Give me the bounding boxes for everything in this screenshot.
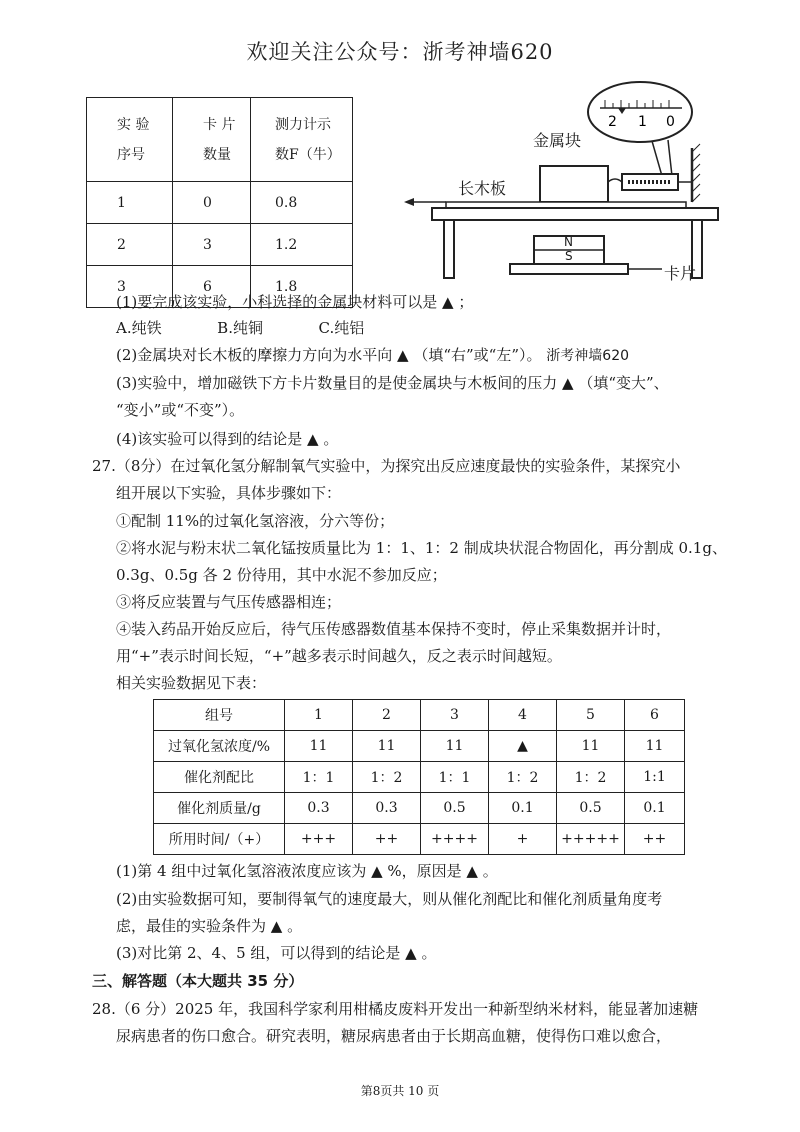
catalyst-data-table [153,699,685,855]
table-cell: 6 [173,266,251,308]
svg-text:1: 1 [638,114,647,130]
table-cell: 1：2 [489,762,557,793]
table-header-cell: 测力计示 数F（牛） [251,98,353,182]
table-cell: 1.8 [251,266,353,308]
table-cell: 过氧化氢浓度/% [154,731,285,762]
table-cell: 3 [87,266,173,308]
q27-answer3: (3)对比第 2、4、5 组，可以得到的结论是 ▲ 。 [116,944,437,962]
friction-apparatus-diagram [400,78,730,290]
table-cell: + [489,824,557,855]
metal-block-label: 金属块 [533,131,582,150]
table-cell: 0.3 [353,793,421,824]
q27-line2: 组开展以下实验，具体步骤如下： [116,484,342,502]
table-cell: ++++ [421,824,489,855]
option-c: C.纯铝 [318,319,365,337]
table-row [87,182,353,224]
q27-answer2b: 虑，最佳的实验条件为 ▲ 。 [116,917,303,935]
svg-text:0: 0 [666,114,675,130]
q26-part3a: (3)实验中，增加磁铁下方卡片数量目的是使金属块与木板间的压力 ▲ （填“变大”、 [116,374,669,392]
q28-line2: 尿病患者的伤口愈合。研究表明，糖尿病患者由于长期高血糖，使得伤口难以愈合， [116,1027,672,1045]
q27-line8: 用“+”表示时间长短，“+”越多表示时间越久，反之表示时间越短。 [116,647,562,665]
page-footer: 第8页共 10 页 [360,1084,440,1098]
table-cell: 1 [285,700,353,731]
option-b: B.纯铜 [217,319,263,337]
table-cell: 11 [285,731,353,762]
magnet-n-label: N [564,235,573,249]
table-cell: 1 [87,182,173,224]
table-cell: 1：1 [285,762,353,793]
q27-line5: 0.3g、0.5g 各 2 份待用，其中水泥不参加反应； [116,566,447,584]
q27-line6: ③将反应装置与气压传感器相连； [116,593,342,611]
table-cell: 2 [353,700,421,731]
q26-part4: (4)该实验可以得到的结论是 ▲ 。 [116,430,339,448]
q27-line3: ①配制 11%的过氧化氢溶液，分六等份； [116,512,395,530]
table-cell: 组号 [154,700,285,731]
table-cell: 所用时间/（+） [154,824,285,855]
q27-answer1: (1)第 4 组中过氧化氢溶液浓度应该为 ▲ %，原因是 ▲ 。 [116,862,498,880]
q28-line1: 28.（6 分）2025 年，我国科学家利用柑橘皮废料开发出一种新型纳米材料，能显著加速糖 [92,1000,699,1018]
table-cell: 11 [557,731,625,762]
svg-text:2: 2 [608,114,617,130]
q26-part2: (2)金属块对长木板的摩擦力方向为水平向 ▲ （填“右”或“左”）。 浙考神墙620 [116,346,630,364]
table-cell: 4 [489,700,557,731]
table-cell: 3 [173,224,251,266]
table-cell: +++ [285,824,353,855]
magnet-s-label: S [565,249,573,263]
table-cell: 2 [87,224,173,266]
table-cell: 6 [625,700,685,731]
q27-answer2a: (2)由实验数据可知，要制得氧气的速度最大，则从催化剂配比和催化剂质量角度考 [116,890,663,908]
long-board-label: 长木板 [458,179,507,198]
answer-blank-cell: ▲ [489,731,557,762]
watermark: 浙考神墙620 [546,348,630,364]
table-cell: 1:1 [625,762,685,793]
table-cell: 1.2 [251,224,353,266]
table-row [154,793,685,824]
table-cell: 0.1 [625,793,685,824]
card-label: 卡片 [664,264,697,283]
table-cell: 3 [421,700,489,731]
table-cell: 5 [557,700,625,731]
table-cell: 1：2 [557,762,625,793]
table-cell: 1：2 [353,762,421,793]
table-row [154,731,685,762]
table-header-cell: 卡 片 数量 [173,98,251,182]
table-cell: 11 [625,731,685,762]
q27-line7: ④装入药品开始反应后，待气压传感器数值基本保持不变时，停止采集数据并计时， [116,620,672,638]
table-cell: 催化剂质量/g [154,793,285,824]
q26-options [116,317,516,339]
table-cell: ++ [625,824,685,855]
q27-line9: 相关实验数据见下表： [116,674,267,692]
table-cell: 0.5 [421,793,489,824]
table-cell: 催化剂配比 [154,762,285,793]
table-cell: 1：1 [421,762,489,793]
table-cell: 0 [173,182,251,224]
q26-part1: (1)要完成该实验，小科选择的金属块材料可以是 ▲ ； [116,293,474,311]
q26-part3b: “变小”或“不变”）。 [116,401,245,419]
table-cell: 0.8 [251,182,353,224]
q27-line1: 27.（8分）在过氧化氢分解制氧气实验中，为探究出反应速度最快的实验条件，某探究小 [92,457,681,475]
table-cell: 0.1 [489,793,557,824]
table-row [154,762,685,793]
page-header: 欢迎关注公众号：浙考神墙620 [246,40,554,64]
table-cell: ++ [353,824,421,855]
section-heading: 三、解答题（本大题共 35 分） [92,972,304,990]
table-cell: 11 [421,731,489,762]
table-cell: 11 [353,731,421,762]
card-force-table [86,97,353,308]
table-cell: 0.5 [557,793,625,824]
q27-line4: ②将水泥与粉末状二氧化锰按质量比为 1：1、1：2 制成块状混合物固化，再分割成 0.1g、 [116,539,727,557]
table-header-cell: 实 验 序号 [87,98,173,182]
table-cell: +++++ [557,824,625,855]
option-a: A.纯铁 [116,319,162,337]
table-row [87,224,353,266]
table-row [154,824,685,855]
table-cell: 0.3 [285,793,353,824]
table-row [154,700,685,731]
